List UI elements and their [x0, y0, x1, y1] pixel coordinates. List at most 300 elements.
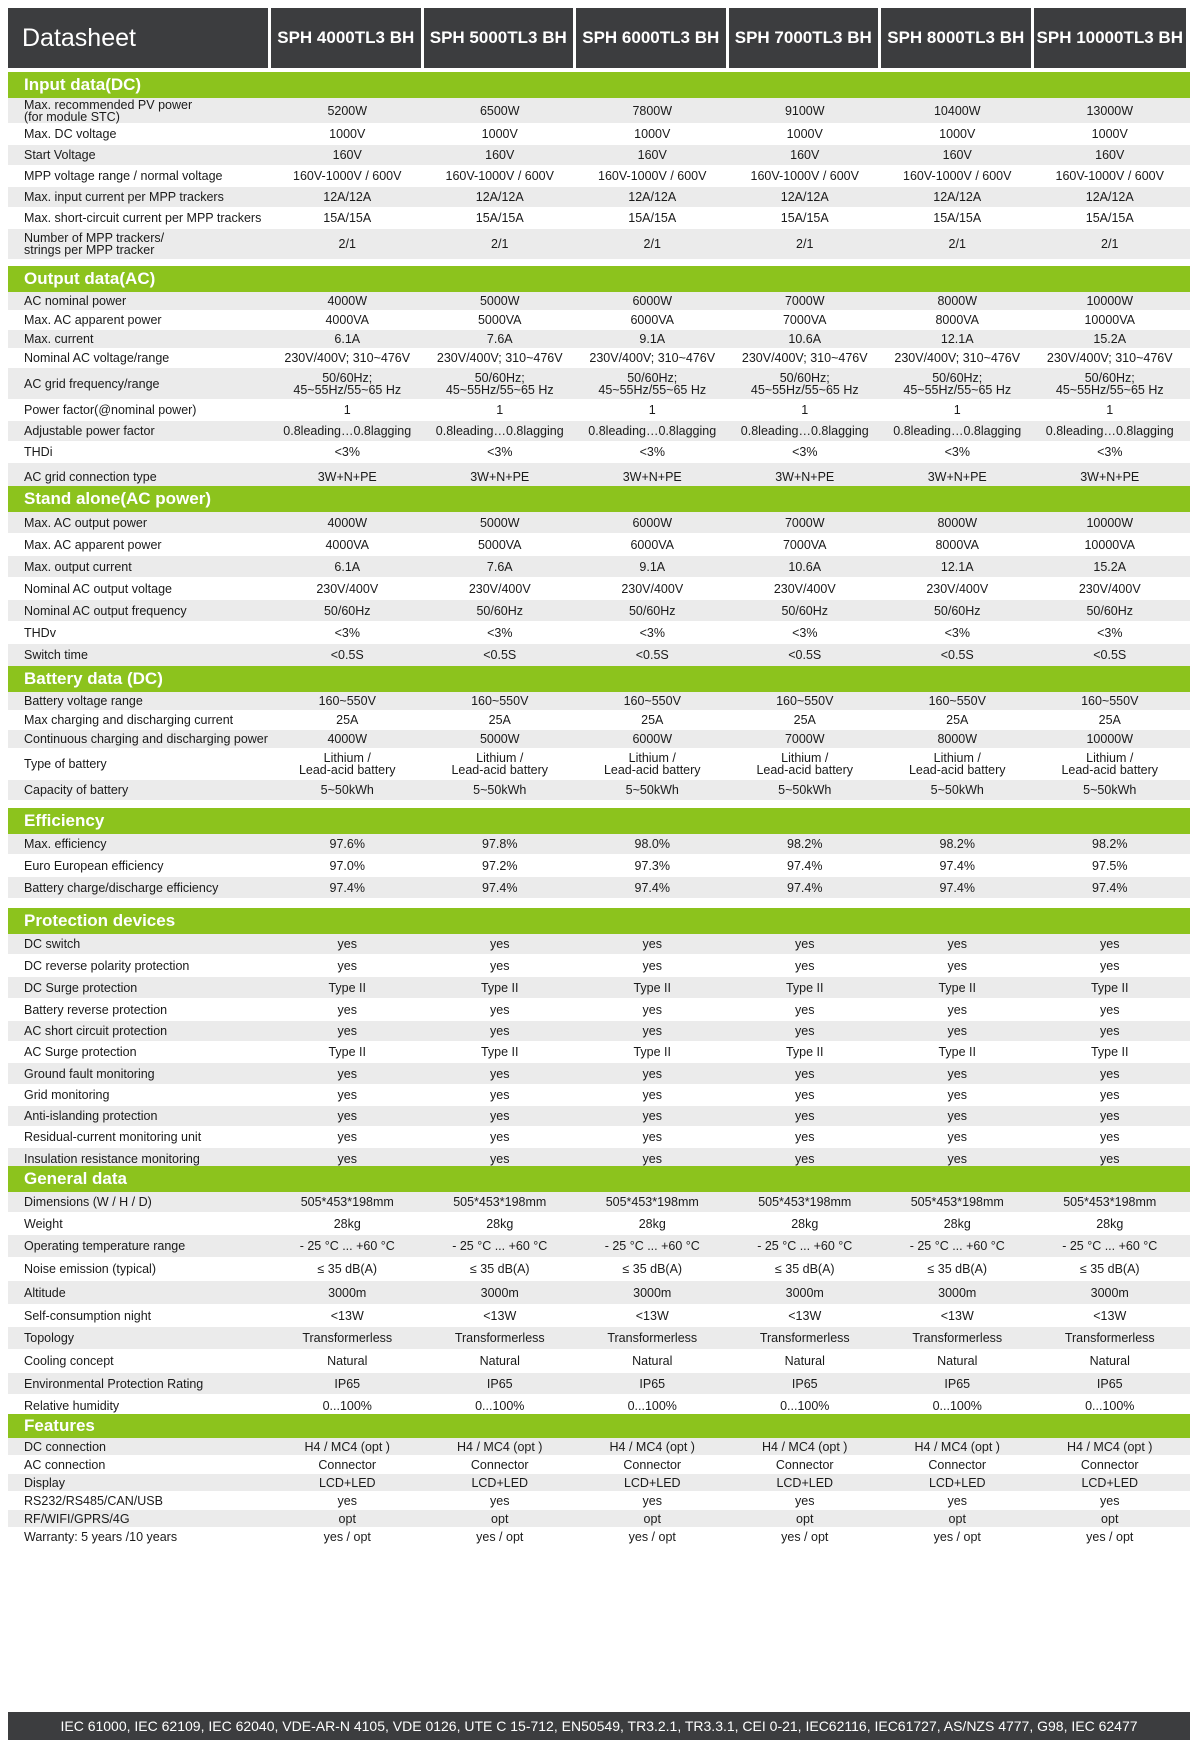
- spec-value: <3%: [334, 625, 360, 640]
- spec-value: 10000VA: [1084, 313, 1135, 327]
- spec-value: Type II: [480, 980, 519, 995]
- spec-value: yes: [795, 1130, 815, 1144]
- spec-value: <13W: [330, 1308, 364, 1323]
- spec-value: <0.5S: [940, 648, 974, 662]
- spec-value: 28kg: [333, 1216, 361, 1231]
- spec-value: yes: [1100, 1088, 1120, 1102]
- table-row: [8, 1213, 1190, 1235]
- spec-value: yes / opt: [628, 1530, 676, 1544]
- table-row: [8, 1281, 1190, 1305]
- spec-value: 50/60Hz: [476, 603, 524, 618]
- table-row: [8, 578, 1190, 600]
- spec-value: yes: [947, 1109, 967, 1123]
- section-title: General data: [8, 1166, 1190, 1192]
- spec-value: LCD+LED: [623, 1475, 681, 1490]
- table-row: [8, 955, 1190, 977]
- spec-value: Type II: [785, 980, 824, 995]
- model-header: SPH 6000TL3 BH: [576, 8, 729, 68]
- spec-value: opt: [1101, 1511, 1119, 1526]
- spec-value: LCD+LED: [318, 1475, 376, 1490]
- spec-value: yes: [490, 1002, 510, 1017]
- spec-value: <3%: [639, 625, 665, 640]
- spec-value: 98.2%: [1092, 837, 1128, 851]
- spec-value: 160V: [790, 148, 820, 162]
- table-row: [8, 421, 1190, 442]
- table-row: [8, 1474, 1190, 1492]
- table-row: [8, 1350, 1190, 1373]
- spec-value: 6000W: [632, 515, 673, 530]
- spec-value: 6000W: [632, 732, 673, 746]
- spec-value: IP65: [1096, 1376, 1123, 1391]
- spec-value: 12A/12A: [1085, 190, 1134, 204]
- spec-value: 3000m: [480, 1285, 519, 1300]
- spec-value: 98.0%: [634, 837, 670, 851]
- spec-value: yes: [1100, 1151, 1120, 1166]
- spec-value: yes: [490, 1024, 510, 1038]
- spec-value: 230V/400V; 310~476V: [284, 351, 411, 365]
- spec-value: 2/1: [338, 237, 356, 251]
- spec-value: <0.5S: [635, 648, 669, 662]
- spec-value: 5000W: [479, 732, 520, 746]
- spec-value: Type II: [633, 1045, 672, 1059]
- spec-value: yes: [795, 1024, 815, 1038]
- row-label: Continuous charging and discharging power: [24, 732, 268, 746]
- row-label: Relative humidity: [24, 1399, 120, 1413]
- section-title: Output data(AC): [8, 266, 1190, 292]
- spec-value: yes: [947, 1066, 967, 1081]
- spec-value: 7000W: [784, 732, 825, 746]
- spec-value: 505*453*198mm: [910, 1195, 1004, 1209]
- row-label: Max charging and discharging current: [24, 713, 234, 727]
- spec-value: 12A/12A: [933, 190, 982, 204]
- spec-value: 25A: [488, 713, 511, 727]
- spec-value: 5000W: [479, 515, 520, 530]
- spec-value: 8000W: [937, 294, 978, 308]
- spec-value: 0...100%: [780, 1399, 830, 1413]
- row-label: AC grid frequency/range: [24, 376, 160, 391]
- spec-value: 10000W: [1086, 294, 1134, 308]
- table-row: [8, 1127, 1190, 1148]
- spec-value: <3%: [792, 445, 818, 459]
- section-title: Efficiency: [8, 808, 1190, 834]
- spec-value: 5~50kWh: [930, 783, 984, 797]
- spec-value: 50/60Hz; 45~55Hz/55~65 Hz: [445, 370, 554, 397]
- table-row: [8, 1373, 1190, 1395]
- spec-value: 12.1A: [940, 559, 974, 574]
- spec-value: 50/60Hz; 45~55Hz/55~65 Hz: [1055, 370, 1164, 397]
- spec-value: Lithium / Lead-acid battery: [756, 751, 854, 777]
- table-row: [8, 124, 1190, 145]
- spec-value: Connector: [1080, 1457, 1139, 1472]
- row-label: Dimensions (W / H / D): [24, 1195, 152, 1209]
- table-row: [8, 1456, 1190, 1474]
- spec-value: 5~50kWh: [320, 783, 374, 797]
- row-label: AC connection: [24, 1457, 106, 1472]
- spec-value: LCD+LED: [928, 1475, 986, 1490]
- spec-value: 160V: [485, 148, 515, 162]
- spec-value: 25A: [946, 713, 969, 727]
- spec-value: 4000W: [327, 515, 368, 530]
- spec-value: 7000W: [784, 515, 825, 530]
- spec-value: 12A/12A: [323, 190, 372, 204]
- spec-value: <0.5S: [1093, 648, 1127, 662]
- spec-value: opt: [643, 1511, 661, 1526]
- spec-value: ≤ 35 dB(A): [317, 1262, 378, 1276]
- spec-value: ≤ 35 dB(A): [1079, 1262, 1140, 1276]
- spec-value: 10000W: [1086, 515, 1134, 530]
- spec-value: Natural: [327, 1354, 368, 1368]
- spec-value: 160V-1000V / 600V: [445, 169, 554, 183]
- row-label: Euro European efficiency: [24, 858, 164, 873]
- spec-value: 3000m: [1090, 1285, 1129, 1300]
- table-row: [8, 1305, 1190, 1327]
- spec-value: <3%: [944, 625, 970, 640]
- spec-value: yes: [795, 1002, 815, 1017]
- spec-value: 8000VA: [935, 313, 980, 327]
- spec-value: 7.6A: [486, 559, 513, 574]
- spec-value: 6.1A: [334, 332, 361, 346]
- row-label: DC connection: [24, 1439, 106, 1454]
- table-row: [8, 556, 1190, 578]
- spec-value: yes: [1100, 1024, 1120, 1038]
- table-row: [8, 442, 1190, 463]
- spec-value: 7000VA: [782, 313, 827, 327]
- row-label: Start Voltage: [24, 148, 96, 162]
- table-row: [8, 1235, 1190, 1258]
- spec-value: 3W+N+PE: [775, 470, 835, 484]
- spec-value: H4 / MC4 (opt ): [304, 1439, 390, 1454]
- spec-value: ≤ 35 dB(A): [927, 1262, 988, 1276]
- model-header: SPH 5000TL3 BH: [424, 8, 577, 68]
- spec-value: H4 / MC4 (opt ): [914, 1439, 1000, 1454]
- spec-value: Connector: [928, 1457, 987, 1472]
- spec-value: 28kg: [943, 1216, 971, 1231]
- spec-value: 1000V: [939, 127, 976, 141]
- spec-value: 230V/400V; 310~476V: [741, 351, 868, 365]
- table-row: [8, 780, 1190, 801]
- table-row: [8, 977, 1190, 999]
- spec-value: 15A/15A: [933, 211, 982, 225]
- spec-value: yes: [337, 1088, 357, 1102]
- spec-value: 8000W: [937, 515, 978, 530]
- spec-value: 28kg: [1096, 1216, 1124, 1231]
- spec-value: Natural: [784, 1354, 825, 1368]
- row-label: Nominal AC voltage/range: [24, 351, 170, 365]
- row-label: Max. output current: [24, 559, 132, 574]
- spec-value: 160V-1000V / 600V: [1055, 169, 1164, 183]
- row-label: Display: [24, 1475, 65, 1490]
- spec-value: yes: [947, 958, 967, 973]
- spec-value: Type II: [785, 1045, 824, 1059]
- table-row: [8, 229, 1190, 260]
- spec-value: 15A/15A: [323, 211, 372, 225]
- spec-value: 97.5%: [1092, 858, 1128, 873]
- spec-value: 10000W: [1086, 732, 1134, 746]
- spec-value: <13W: [788, 1308, 822, 1323]
- spec-value: yes: [490, 937, 510, 951]
- spec-value: <0.5S: [483, 648, 517, 662]
- table-row: [8, 1192, 1190, 1213]
- spec-value: yes: [490, 958, 510, 973]
- certifications-footer: IEC 61000, IEC 62109, IEC 62040, VDE-AR-N 4105, VDE 0126, UTE C 15-712, EN50549, TR3.2.1, TR3.3.1, CEI 0-21, IEC62116, IEC61727, AS/NZS 4777, G98, IEC 62477: [8, 1712, 1190, 1740]
- spec-value: 97.4%: [939, 880, 975, 895]
- row-label: Topology: [24, 1331, 75, 1345]
- section-title: Input data(DC): [8, 72, 1190, 98]
- spec-value: 97.4%: [939, 858, 975, 873]
- spec-value: yes: [947, 937, 967, 951]
- spec-value: 15.2A: [1093, 559, 1127, 574]
- spec-value: - 25 °C ... +60 °C: [604, 1239, 700, 1253]
- spec-value: yes: [642, 1130, 662, 1144]
- table-row: [8, 1327, 1190, 1350]
- spec-value: 50/60Hz: [1086, 603, 1134, 618]
- table-row: [8, 1528, 1190, 1547]
- table-row: [8, 187, 1190, 208]
- spec-value: 7000W: [784, 294, 825, 308]
- table-row: [8, 1042, 1190, 1063]
- spec-value: 25A: [793, 713, 816, 727]
- section: [8, 72, 1190, 260]
- spec-value: Transformerless: [1064, 1331, 1155, 1345]
- spec-value: - 25 °C ... +60 °C: [1062, 1239, 1158, 1253]
- table-row: [8, 330, 1190, 349]
- spec-value: 505*453*198mm: [1063, 1195, 1157, 1209]
- section: [8, 1166, 1190, 1418]
- spec-value: LCD+LED: [471, 1475, 529, 1490]
- spec-value: 160V: [1095, 148, 1125, 162]
- spec-value: yes: [642, 958, 662, 973]
- section: [8, 908, 1190, 1170]
- spec-value: yes: [337, 958, 357, 973]
- spec-value: 15.2A: [1093, 332, 1127, 346]
- spec-value: yes / opt: [323, 1530, 371, 1544]
- spec-value: 28kg: [486, 1216, 514, 1231]
- spec-value: 2/1: [491, 237, 509, 251]
- spec-value: 160V-1000V / 600V: [293, 169, 402, 183]
- spec-value: 10.6A: [788, 559, 822, 574]
- spec-value: 3000m: [938, 1285, 977, 1300]
- spec-value: yes: [1100, 1130, 1120, 1144]
- spec-value: yes: [642, 937, 662, 951]
- spec-value: 5000VA: [477, 313, 522, 327]
- spec-value: 50/60Hz; 45~55Hz/55~65 Hz: [750, 370, 859, 397]
- spec-value: 1: [953, 403, 961, 417]
- row-label: Noise emission (typical): [24, 1262, 156, 1276]
- spec-value: <13W: [635, 1308, 669, 1323]
- row-label: Nominal AC output voltage: [24, 581, 173, 596]
- row-label: AC grid connection type: [24, 470, 157, 484]
- table-row: [8, 855, 1190, 877]
- spec-value: 97.4%: [329, 880, 365, 895]
- row-label: DC switch: [24, 937, 81, 951]
- spec-value: 50/60Hz: [933, 603, 981, 618]
- row-label: AC nominal power: [24, 294, 127, 308]
- section: [8, 808, 1190, 899]
- spec-value: 97.8%: [482, 837, 518, 851]
- spec-value: 97.4%: [787, 858, 823, 873]
- spec-value: yes: [337, 1151, 357, 1166]
- spec-value: 97.4%: [634, 880, 670, 895]
- spec-value: 230V/400V: [773, 581, 836, 596]
- spec-value: 1000V: [786, 127, 823, 141]
- row-label: AC short circuit protection: [24, 1024, 168, 1038]
- spec-value: <3%: [1097, 625, 1123, 640]
- spec-value: 4000W: [327, 732, 368, 746]
- spec-value: IP65: [791, 1376, 818, 1391]
- table-row: [8, 1106, 1190, 1127]
- row-label: Type of battery: [24, 757, 107, 771]
- spec-value: yes: [490, 1130, 510, 1144]
- spec-value: 230V/400V: [468, 581, 531, 596]
- table-row: [8, 534, 1190, 556]
- table-row: [8, 292, 1190, 311]
- row-label: Grid monitoring: [24, 1088, 110, 1102]
- spec-value: <3%: [487, 445, 513, 459]
- table-row: [8, 400, 1190, 421]
- spec-value: 7800W: [632, 103, 673, 118]
- row-label: THDi: [24, 445, 53, 459]
- spec-value: yes: [642, 1151, 662, 1166]
- spec-value: <13W: [940, 1308, 974, 1323]
- spec-value: 3W+N+PE: [927, 470, 987, 484]
- spec-value: <13W: [1093, 1308, 1127, 1323]
- spec-value: Transformerless: [302, 1331, 393, 1345]
- table-row: [8, 1258, 1190, 1281]
- spec-value: Transformerless: [912, 1331, 1003, 1345]
- section-title: Stand alone(AC power): [8, 486, 1190, 512]
- spec-value: 28kg: [791, 1216, 819, 1231]
- row-label: Ground fault monitoring: [24, 1066, 155, 1081]
- spec-value: H4 / MC4 (opt ): [1067, 1439, 1153, 1454]
- spec-value: 160~550V: [471, 694, 529, 708]
- spec-value: LCD+LED: [1081, 1475, 1139, 1490]
- spec-value: 50/60Hz; 45~55Hz/55~65 Hz: [293, 370, 402, 397]
- row-label: Warranty: 5 years /10 years: [24, 1530, 178, 1544]
- spec-value: 1000V: [1091, 127, 1128, 141]
- table-row: [8, 368, 1190, 400]
- spec-value: ≤ 35 dB(A): [622, 1262, 683, 1276]
- spec-value: opt: [796, 1511, 814, 1526]
- row-label: Self-consumption night: [24, 1308, 152, 1323]
- table-row: [8, 749, 1190, 780]
- spec-value: 1000V: [634, 127, 671, 141]
- spec-value: Natural: [1089, 1354, 1130, 1368]
- spec-value: opt: [338, 1511, 356, 1526]
- spec-value: 1: [801, 403, 809, 417]
- spec-value: 160V: [942, 148, 972, 162]
- table-row: [8, 1438, 1190, 1456]
- spec-value: yes: [947, 1130, 967, 1144]
- spec-value: 230V/400V; 310~476V: [894, 351, 1021, 365]
- spec-value: 25A: [1098, 713, 1121, 727]
- row-label: RF/WIFI/GPRS/4G: [24, 1511, 130, 1526]
- spec-value: 505*453*198mm: [605, 1195, 699, 1209]
- spec-value: Type II: [938, 1045, 977, 1059]
- spec-value: Type II: [328, 980, 367, 995]
- table-row: [8, 730, 1190, 749]
- spec-value: 97.0%: [329, 858, 365, 873]
- row-label: Insulation resistance monitoring: [24, 1151, 200, 1166]
- spec-value: yes: [490, 1088, 510, 1102]
- spec-value: 2/1: [796, 237, 814, 251]
- spec-value: Type II: [328, 1045, 367, 1059]
- spec-value: Lithium / Lead-acid battery: [451, 751, 549, 777]
- spec-value: yes: [1100, 1109, 1120, 1123]
- spec-value: 4000VA: [325, 537, 370, 552]
- spec-value: Connector: [470, 1457, 529, 1472]
- spec-value: 8000W: [937, 732, 978, 746]
- row-label: THDv: [24, 625, 56, 640]
- spec-value: yes: [642, 1109, 662, 1123]
- spec-value: 160~550V: [928, 694, 986, 708]
- table-row: [8, 1085, 1190, 1106]
- spec-value: - 25 °C ... +60 °C: [909, 1239, 1005, 1253]
- spec-value: <3%: [792, 625, 818, 640]
- spec-value: 5200W: [327, 103, 368, 118]
- spec-value: yes: [490, 1493, 510, 1508]
- spec-value: 0.8leading…0.8lagging: [740, 424, 869, 438]
- row-label: Max. current: [24, 332, 94, 346]
- spec-value: 98.2%: [939, 837, 975, 851]
- spec-value: opt: [491, 1511, 509, 1526]
- row-label: Max. efficiency: [24, 837, 107, 851]
- spec-value: 10000VA: [1084, 537, 1135, 552]
- spec-value: H4 / MC4 (opt ): [762, 1439, 848, 1454]
- row-label: Max. recommended PV power (for module STC): [24, 97, 193, 124]
- row-label: Max. DC voltage: [24, 127, 117, 141]
- spec-value: Type II: [480, 1045, 519, 1059]
- row-label: Environmental Protection Rating: [24, 1376, 204, 1391]
- table-row: [8, 166, 1190, 187]
- spec-value: yes / opt: [933, 1530, 981, 1544]
- row-label: Altitude: [24, 1285, 66, 1300]
- spec-value: 50/60Hz; 45~55Hz/55~65 Hz: [903, 370, 1012, 397]
- spec-value: 230V/400V: [926, 581, 989, 596]
- spec-value: yes: [947, 1002, 967, 1017]
- spec-value: 230V/400V; 310~476V: [589, 351, 716, 365]
- spec-value: <3%: [334, 445, 360, 459]
- spec-value: 160V-1000V / 600V: [903, 169, 1012, 183]
- spec-value: Type II: [633, 980, 672, 995]
- row-label: Battery voltage range: [24, 694, 143, 708]
- spec-value: 97.6%: [329, 837, 365, 851]
- spec-value: <13W: [483, 1308, 517, 1323]
- spec-value: Type II: [1090, 1045, 1129, 1059]
- spec-value: 505*453*198mm: [758, 1195, 852, 1209]
- spec-value: 0.8leading…0.8lagging: [893, 424, 1022, 438]
- spec-value: 12A/12A: [628, 190, 677, 204]
- spec-value: yes: [642, 1002, 662, 1017]
- spec-value: Connector: [623, 1457, 682, 1472]
- row-label: AC Surge protection: [24, 1045, 137, 1059]
- spec-value: 3W+N+PE: [470, 470, 530, 484]
- spec-value: 1: [648, 403, 656, 417]
- spec-value: Lithium / Lead-acid battery: [603, 751, 701, 777]
- spec-value: yes: [1100, 958, 1120, 973]
- spec-value: Lithium / Lead-acid battery: [908, 751, 1006, 777]
- spec-value: 3000m: [328, 1285, 367, 1300]
- spec-value: yes: [795, 1109, 815, 1123]
- spec-value: 10400W: [933, 103, 981, 118]
- row-label: DC reverse polarity protection: [24, 958, 190, 973]
- spec-value: yes: [1100, 1002, 1120, 1017]
- table-row: [8, 1021, 1190, 1042]
- spec-value: 50/60Hz: [323, 603, 371, 618]
- table-row: [8, 934, 1190, 955]
- spec-value: <3%: [1097, 445, 1123, 459]
- section-title: Protection devices: [8, 908, 1190, 934]
- spec-value: 9.1A: [639, 332, 666, 346]
